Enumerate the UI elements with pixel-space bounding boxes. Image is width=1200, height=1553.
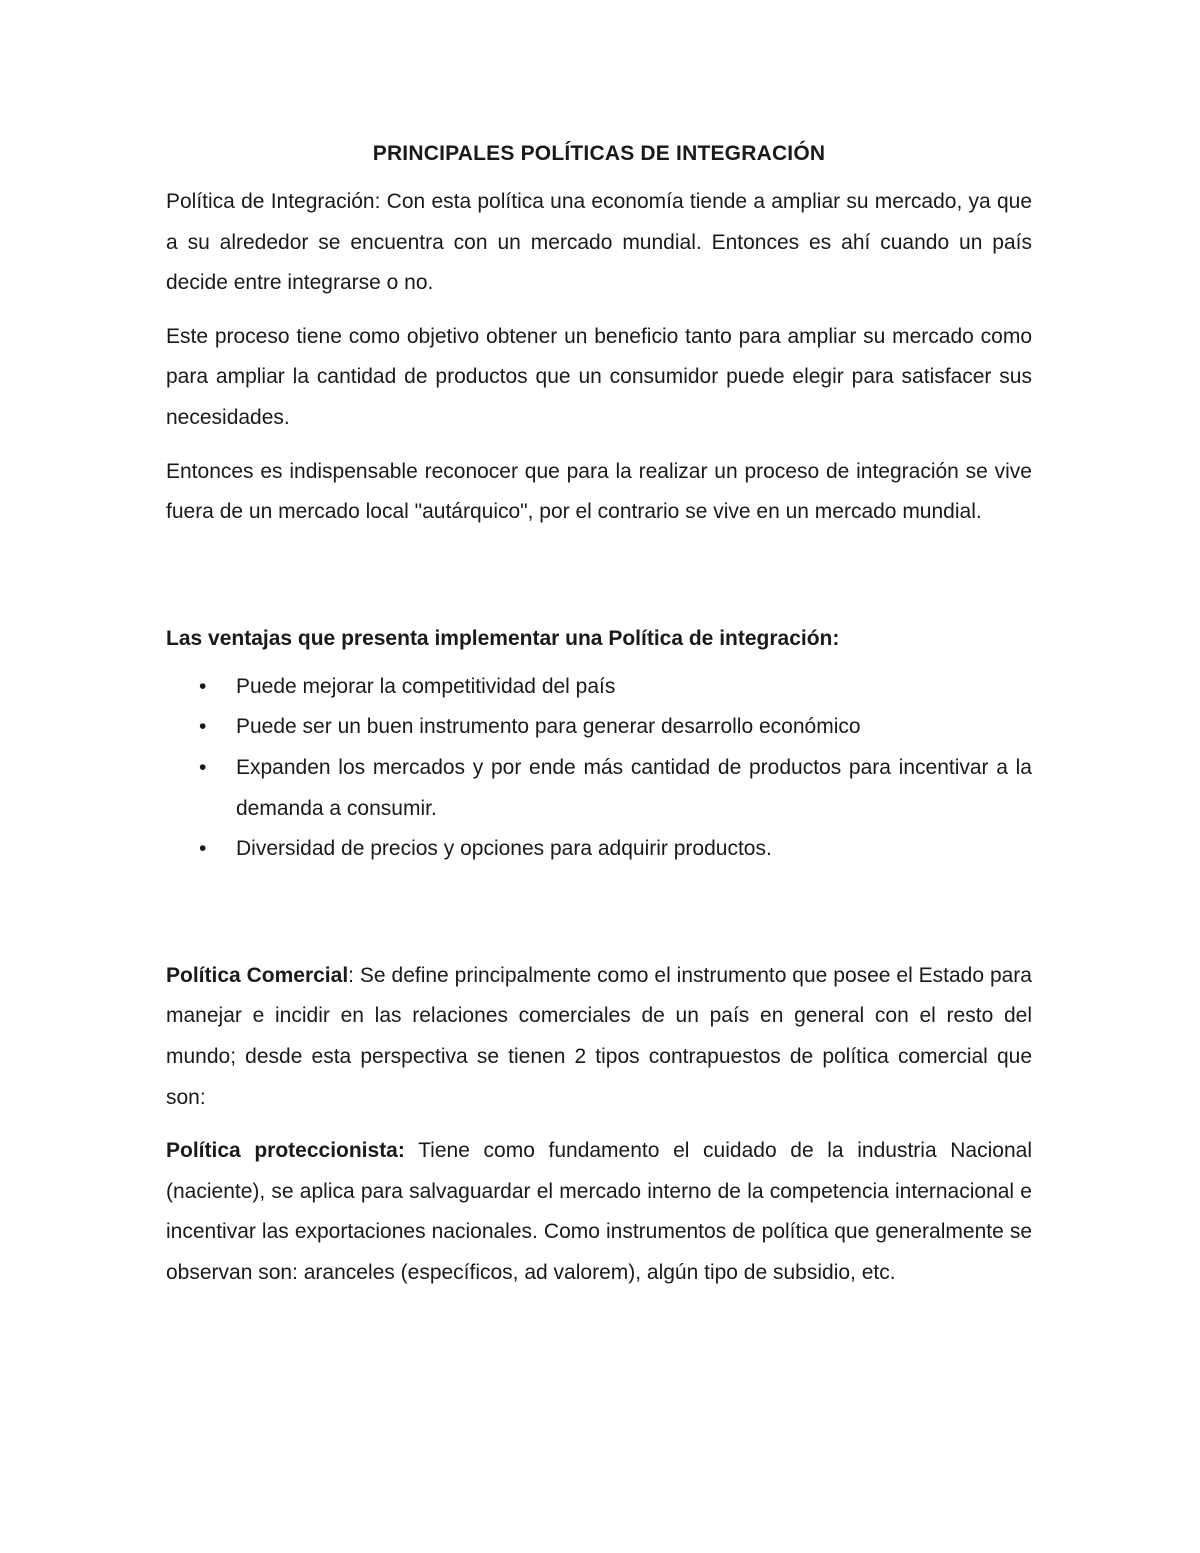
document-page <box>166 0 1032 1293</box>
commercial-policy-label: Política Comercial <box>166 963 349 987</box>
list-item-text: Puede mejorar la competitividad del país <box>236 674 616 698</box>
advantages-heading: Las ventajas que presenta implementar una Política de integración: <box>166 626 840 650</box>
intro-paragraph-2: Este proceso tiene como objetivo obtener un beneficio tanto para ampliar su mercado como para ampliar la cantidad de productos que un consumidor puede elegir para satisfacer sus necesidades. <box>166 324 1032 429</box>
list-item-text: Puede ser un buen instrumento para generar desarrollo económico <box>236 715 861 739</box>
protectionist-policy-text: Tiene como fundamento el cuidado de la industria Nacional (naciente), se aplica para salvaguardar el mercado interno de la competencia internacional e incentivar las exportaciones nacionales. Como instrumentos de política que generalmente se observan son: aranceles (específicos, ad valorem), algún tipo de subsidio, etc. <box>166 1139 1032 1284</box>
intro-paragraph-3: Entonces es indispensable reconocer que para la realizar un proceso de integración se vive fuera de un mercado local "autárquico", por el contrario se vive en un mercado mundial. <box>166 459 1032 524</box>
protectionist-policy-paragraph <box>166 1131 1032 1293</box>
list-item-text: Diversidad de precios y opciones para adquirir productos. <box>236 837 772 861</box>
bullet-icon: • <box>199 715 207 739</box>
list-item <box>166 748 1032 829</box>
bullet-icon: • <box>199 674 207 698</box>
list-item <box>166 667 1032 708</box>
document-title: PRINCIPALES POLÍTICAS DE INTEGRACIÓN <box>372 142 826 165</box>
list-item-text: Expanden los mercados y por ende más cantidad de productos para incentivar a la demanda a consumir. <box>236 755 1032 820</box>
list-item <box>166 707 1032 748</box>
commercial-policy-text: : Se define principalmente como el instrumento que posee el Estado para manejar e incidir en las relaciones comerciales de un país en general con el resto del mundo; desde esta perspectiva se tienen 2 tipos contrapuestos de política comercial que son: <box>166 963 1032 1109</box>
bullet-icon: • <box>199 755 207 779</box>
protectionist-policy-label: Política proteccionista: <box>166 1139 405 1163</box>
advantages-list <box>166 667 1032 870</box>
bullet-icon: • <box>199 837 207 861</box>
commercial-policy-paragraph <box>166 956 1032 1118</box>
intro-paragraph-1: Política de Integración: Con esta política una economía tiende a ampliar su mercado, ya que a su alrededor se encuentra con un mercado mundial. Entonces es ahí cuando un país decide entre integrarse o no. <box>166 190 1032 295</box>
list-item <box>166 829 1032 870</box>
